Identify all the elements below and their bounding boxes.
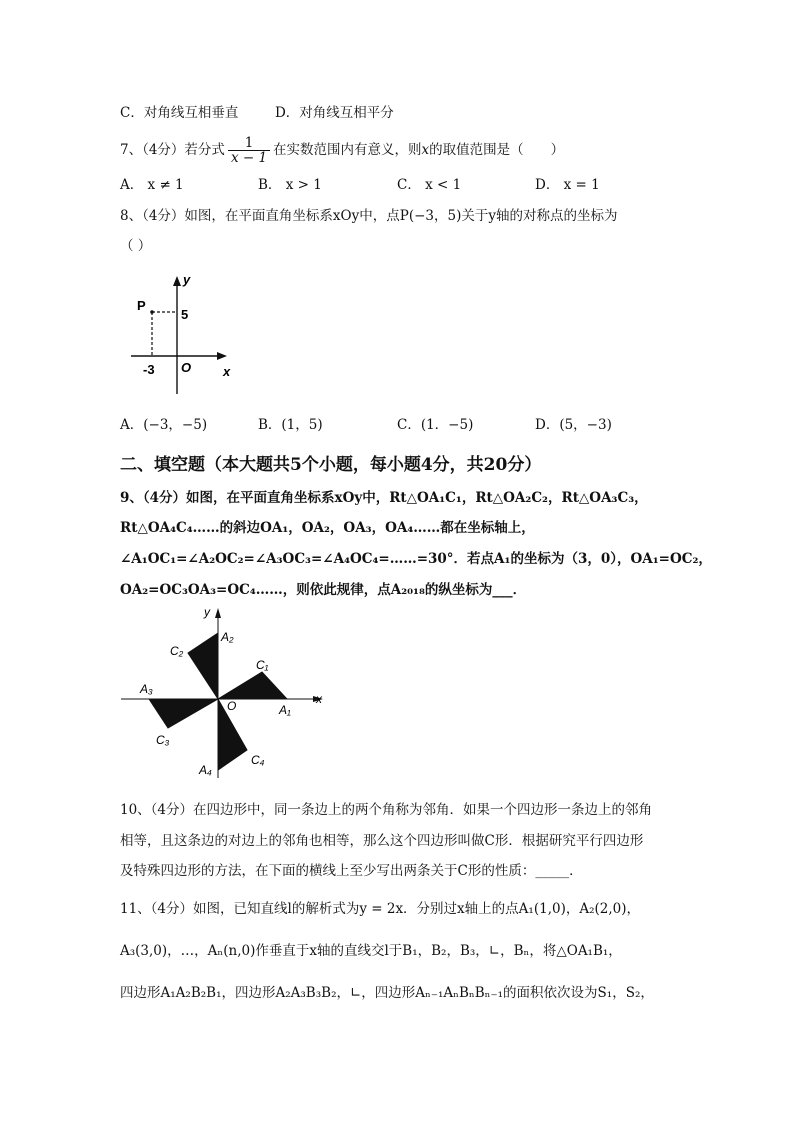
q9-line-2: Rt△OA₄C₄……的斜边OA₁，OA₂，OA₃，OA₄……都在坐标轴上， (120, 520, 535, 536)
q9-a1-label: A₁ (279, 703, 291, 717)
q8-y-label: y (183, 272, 191, 287)
q7-prefix: 7、（4分）若分式 (120, 142, 225, 158)
q8-option-d: D．(5，−3) (535, 417, 612, 433)
q6-option-c: C．对角线互相垂直 (120, 105, 239, 121)
q7-fraction: $\frac{1}{x - 1}$ (228, 136, 270, 165)
q7-option-b: B． x > 1 (258, 177, 322, 193)
q10-line-3: 及特殊四边形的方法，在下面的横线上至少写出两条关于C形的性质：_____． (120, 863, 583, 879)
q8-x-label: x (223, 364, 231, 379)
q10-line-1: 10、（4分）在四边形中，同一条边上的两个角称为邻角．如果一个四边形一条边上的邻角 (120, 802, 653, 818)
q7-option-d: D． x = 1 (535, 177, 600, 193)
q8-point-p-label: P (137, 298, 146, 313)
q9-line-4: OA₂=OC₃OA₃=OC₄……，则依此规律，点A₂₀₁₈的纵坐标为___． (120, 582, 527, 598)
triangle-oa3c3 (149, 699, 218, 728)
q11-line-3: 四边形A₁A₂B₂B₁，四边形A₂A₃B₃B₂，∟，四边形Aₙ₋₁AₙBₙBₙ₋₁的面积依次设为S₁，S₂， (120, 985, 654, 1001)
q10-line-2: 相等，且这条边的对边上的邻角也相等，那么这个四边形叫做C形．根据研究平行四边形 (120, 833, 644, 849)
q9-line-1: 9、（4分）如图，在平面直角坐标系xOy中，Rt△OA₁C₁，Rt△OA₂C₂，Rt△OA₃C₃， (120, 490, 648, 506)
q8-neg3-label: -3 (143, 362, 155, 377)
q8-line-1: 8、（4分）如图，在平面直角坐标系xOy中，点P(−3，5)关于y轴的对称点的坐标为 (120, 208, 618, 224)
q9-c1-label: C₁ (256, 658, 269, 672)
q9-origin-label: O (227, 699, 237, 713)
q7-stem (120, 136, 564, 165)
q8-option-a: A．(−3，−5) (120, 417, 208, 433)
q9-a4-label: A₄ (199, 763, 212, 777)
q6-options (120, 104, 394, 122)
q8-five-label: 5 (181, 307, 189, 322)
q7-suffix-b: 的取值范围是（ ） (429, 142, 565, 158)
section-2-title: 二、填空题（本大题共5个小题，每小题4分，共20分） (120, 455, 542, 475)
q11-line-1: 11、（4分）如图，已知直线l的解析式为y = 2x．分别过x轴上的点A₁(1,0)，A₂(2,0)， (120, 901, 640, 917)
q8-origin-label: O (181, 360, 192, 375)
q9-c3-label: C₃ (156, 733, 170, 747)
q9-c4-label: C₄ (251, 753, 265, 767)
q9-c2-label: C₂ (170, 644, 184, 658)
q9-y-label: y (204, 605, 210, 619)
q11-line-2: A₃(3,0)，…，Aₙ(n,0)作垂直于x轴的直线交l于B₁，B₂，B₃，∟，Bₙ，将△OA₁B₁， (120, 943, 622, 959)
q8-option-b: B．(1，5) (258, 417, 323, 433)
q6-option-d: D．对角线互相平分 (274, 105, 394, 121)
q9-a3-label: A₃ (140, 682, 153, 696)
q8-line-2: （ ） (120, 238, 152, 254)
q9-line-3: ∠A₁OC₁=∠A₂OC₂=∠A₃OC₃=∠A₄OC₄=……=30°．若点A₁的坐标为（3，0），OA₁=OC₂， (120, 551, 712, 567)
q8-option-c: C．(1．−5) (397, 417, 474, 433)
q9-a2-label: A₂ (221, 630, 234, 644)
q7-option-c: C． x < 1 (397, 177, 462, 193)
q8-figure (125, 272, 245, 400)
q7-var: x (421, 142, 430, 158)
q7-option-a: A． x ≠ 1 (120, 177, 184, 193)
triangle-oa2c2 (188, 633, 218, 699)
q9-x-label: x (316, 692, 322, 706)
q9-figure (115, 598, 330, 783)
triangle-oa1c1 (218, 672, 287, 699)
q7-suffix-a: 在实数范围内有意义，则 (273, 142, 422, 158)
